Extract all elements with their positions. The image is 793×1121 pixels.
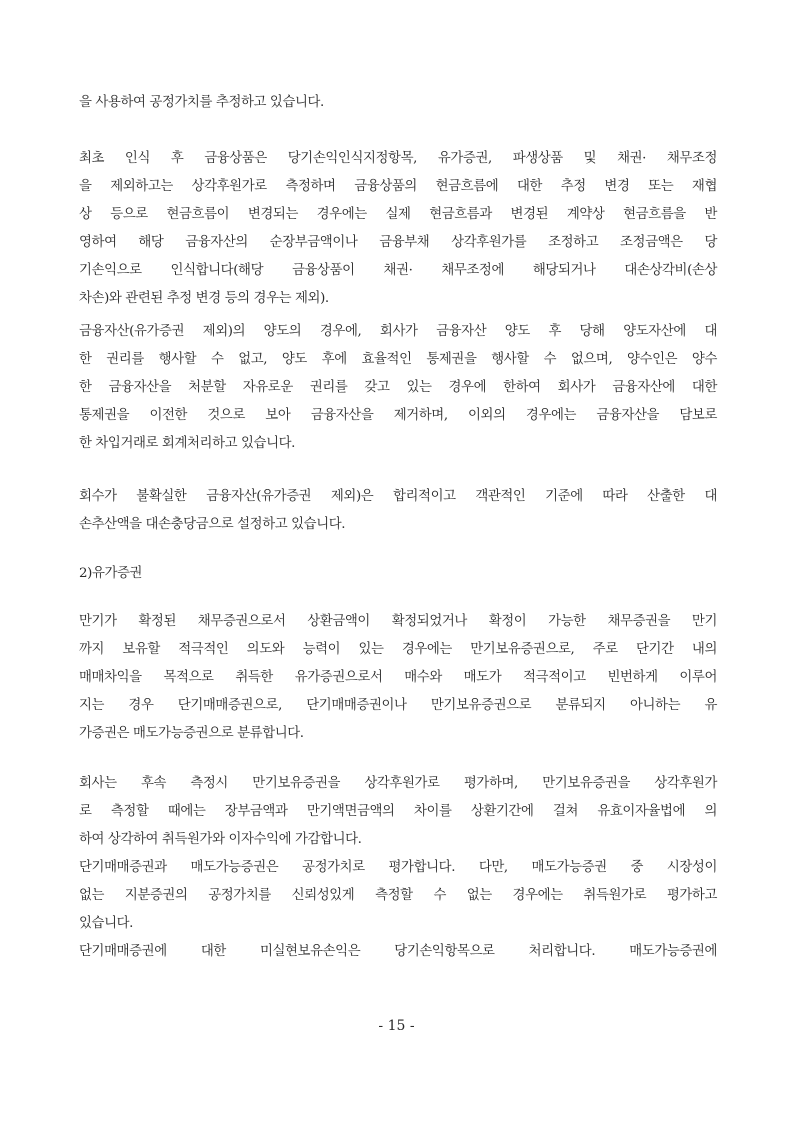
- text-line: 상 등으로 현금흐름이 변경되는 경우에는 실제 현금흐름과 변경된 계약상 현금흐름을 반: [79, 207, 717, 222]
- text-line: 없는 지분증권의 공정가치를 신뢰성있게 측정할 수 없는 경우에는 취득원가로 평가하고: [79, 888, 717, 903]
- text-line: 매매차익을 목적으로 취득한 유가증권으로서 매수와 매도가 적극적이고 빈번하게 이루어: [79, 670, 717, 685]
- text-line: 하여 상각하여 취득원가와 이자수익에 가감합니다.: [79, 832, 362, 847]
- text-line: 지는 경우 단기매매증권으로, 단기매매증권이나 만기보유증권으로 분류되지 아니하는 유: [79, 698, 717, 713]
- paragraph: [79, 770, 717, 966]
- text-line: 한 금융자산을 처분할 자유로운 권리를 갖고 있는 경우에 한하여 회사가 금융자산에 대한: [79, 380, 717, 395]
- text-line: 한 차입거래로 회계처리하고 있습니다.: [79, 436, 295, 451]
- text-line: 있습니다.: [79, 916, 133, 931]
- text-line: 영하여 해당 금융자산의 순장부금액이나 금융부채 상각후원가를 조정하고 조정금액은 당: [79, 235, 717, 250]
- text-line: 을 제외하고는 상각후원가로 측정하며 금융상품의 현금흐름에 대한 추정 변경 또는 재협: [79, 179, 717, 194]
- text-line: 기손익으로 인식합니다(해당 금융상품이 채권· 채무조정에 해당되거나 대손상각비(손상: [79, 263, 717, 278]
- paragraph: [79, 483, 717, 539]
- text-line: 단기매매증권과 매도가능증권은 공정가치로 평가합니다. 다만, 매도가능증권 중 시장성이: [79, 860, 717, 875]
- paragraph: [79, 608, 717, 748]
- text-line: 로 측정할 때에는 장부금액과 만기액면금액의 차이를 상환기간에 걸쳐 유효이자율법에 의: [79, 804, 717, 819]
- text-line: 만기가 확정된 채무증권으로서 상환금액이 확정되었거나 확정이 가능한 채무증권을 만기: [79, 614, 717, 629]
- text-line: 회사는 후속 측정시 만기보유증권을 상각후원가로 평가하며, 만기보유증권을 상각후원가: [79, 776, 717, 791]
- text-line: 금융자산(유가증권 제외)의 양도의 경우에, 회사가 금융자산 양도 후 당해 양도자산에 대: [79, 324, 717, 339]
- paragraph: [79, 89, 717, 117]
- text-line: 통제권을 이전한 것으로 보아 금융자산을 제거하며, 이외의 경우에는 금융자산을 담보로: [79, 408, 717, 423]
- paragraph: [79, 318, 717, 458]
- text-line: 손추산액을 대손충당금으로 설정하고 있습니다.: [79, 517, 346, 532]
- text-line: 2)유가증권: [79, 566, 143, 581]
- text-line: 단기매매증권에 대한 미실현보유손익은 당기손익항목으로 처리합니다. 매도가능증권에: [79, 944, 717, 959]
- text-line: 가증권은 매도가능증권으로 분류합니다.: [79, 726, 304, 741]
- section-heading: [79, 560, 717, 588]
- page-number: - 15 -: [378, 1018, 415, 1034]
- text-line: 최초 인식 후 금융상품은 당기손익인식지정항목, 유가증권, 파생상품 및 채권· 채무조정: [79, 151, 717, 166]
- text-line: 차손)와 관련된 추정 변경 등의 경우는 제외).: [79, 291, 329, 306]
- text-line: 회수가 불확실한 금융자산(유가증권 제외)은 합리적이고 객관적인 기준에 따라 산출한 대: [79, 489, 717, 504]
- text-line: 한 권리를 행사할 수 없고, 양도 후에 효율적인 통제권을 행사할 수 없으며, 양수인은 양수: [79, 352, 717, 367]
- text-line: 까지 보유할 적극적인 의도와 능력이 있는 경우에는 만기보유증권으로, 주로 단기간 내의: [79, 642, 717, 657]
- paragraph: [79, 145, 717, 313]
- text-line: 을 사용하여 공정가치를 추정하고 있습니다.: [79, 95, 324, 110]
